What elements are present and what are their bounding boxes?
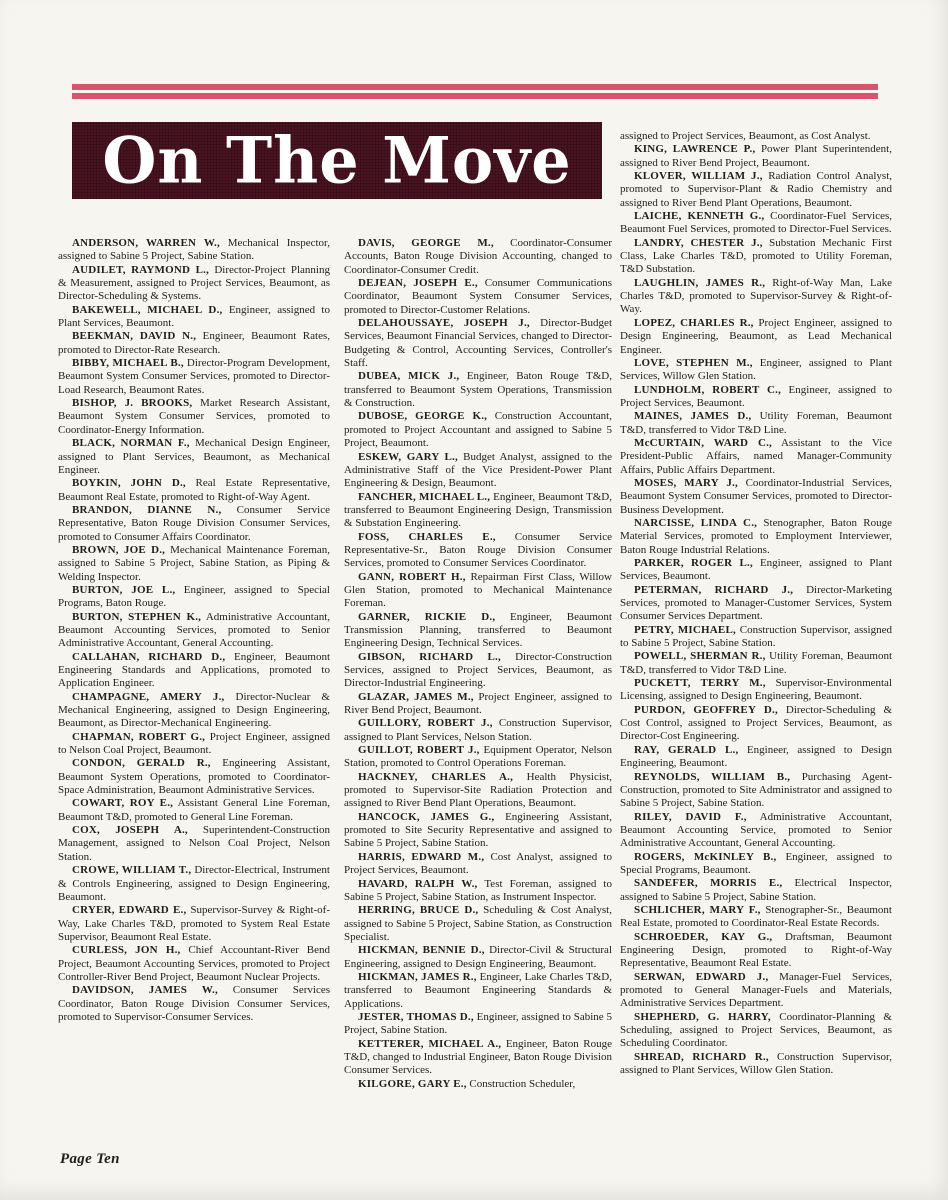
entry <box>620 237 892 277</box>
entry-name: LAUGHLIN, JAMES R., <box>634 276 766 289</box>
entry <box>344 878 612 905</box>
entry-text: Construction Accountant, promoted to Project Accountant and assigned to Sabine 5 Project, Beaumont. <box>344 410 612 450</box>
entry-name: McCURTAIN, WARD C., <box>634 436 772 449</box>
column-2 <box>344 237 612 1091</box>
entry <box>344 944 612 971</box>
entry-name: PURDON, GEOFFREY D., <box>634 703 778 716</box>
entry <box>58 797 330 824</box>
entry <box>58 757 330 797</box>
entry-text: Director-Program Development, Beaumont System Consumer Services, promoted to Director-Load Research, Beaumont Rates. <box>58 357 331 396</box>
entry-name: BURTON, STEPHEN K., <box>72 610 202 623</box>
entry <box>344 904 612 944</box>
entry-name: COX, JOSEPH A., <box>72 824 188 837</box>
entry-text: Substation Mechanic First Class, Lake Charles T&D, promoted to Utility Foreman, T&D Substation. <box>620 236 892 276</box>
entry <box>344 1038 612 1078</box>
entry-text: Engineering Assistant, promoted to Site Security Representative and assigned to Sabine 5 Project, Sabine Station. <box>344 810 612 850</box>
entry-name: DELAHOUSSAYE, JOSEPH J., <box>358 317 530 330</box>
entry-name: CHAPMAN, ROBERT G., <box>72 730 206 743</box>
entry-name: HAVARD, RALPH W., <box>358 877 478 890</box>
entry-text: Stenographer, Baton Rouge Material Services, promoted to Employment Interviewer, Baton Rouge Industrial Relations. <box>620 516 893 556</box>
entry-name: LOPEZ, CHARLES R., <box>634 316 754 329</box>
entry-text: Coordinator-Fuel Services, Beaumont Fuel Services, promoted to Director-Fuel Services. <box>620 210 892 236</box>
entry-text: Scheduling & Cost Analyst, assigned to Sabine 5 Project, Sabine Station, as Construction Specialist. <box>344 904 612 943</box>
entry <box>620 704 892 744</box>
entry <box>58 904 330 944</box>
entry <box>58 357 330 397</box>
entry-text: Health Physicist, promoted to Supervisor-Site Radiation Protection and assigned to River Bend Plant Operations, Beaumont. <box>344 770 612 810</box>
entry <box>344 1078 612 1091</box>
entry-name: DEJEAN, JOSEPH E., <box>358 277 478 290</box>
entry-text: Purchasing Agent-Construction, promoted to Site Administrator and assigned to Sabine 5 Project, Sabine Station. <box>620 770 892 810</box>
entry <box>620 517 892 557</box>
entry-name: RAY, GERALD L., <box>634 743 739 756</box>
entry <box>620 437 892 477</box>
entry-text: Engineer, assigned to Plant Services, Willow Glen Station. <box>620 356 892 383</box>
entry-name: KILGORE, GARY E., <box>358 1077 467 1090</box>
entry-name: FANCHER, MICHAEL L., <box>358 490 491 503</box>
entry <box>58 984 330 1024</box>
entry-name: KETTERER, MICHAEL A., <box>358 1037 502 1050</box>
entry <box>344 717 612 744</box>
top-double-rule <box>72 84 878 99</box>
entry-text: Engineer, Beaumont Transmission Planning, transferred to Beaumont Engineering Design, Technical Services. <box>344 610 612 650</box>
entry-name: CALLAHAN, RICHARD D., <box>72 650 226 663</box>
entry-text: Engineer, Lake Charles T&D, transferred to Beaumont Engineering Standards & Applications. <box>344 970 612 1010</box>
entry-name: BRANDON, DIANNE N., <box>72 503 222 516</box>
entry <box>58 944 330 984</box>
entry <box>344 691 612 718</box>
entry-text: Director-Budget Services, Beaumont Financial Services, changed to Director-Budgeting & Control, Accounting Services, Controller's Staff. <box>344 317 612 370</box>
entry-text: Coordinator-Planning & Scheduling, assigned to Project Services, Beaumont, as Scheduling Coordinator. <box>620 1010 892 1050</box>
entry-name: DUBOSE, GEORGE K., <box>358 410 488 423</box>
entry-text: Engineer, Beaumont T&D, transferred to Beaumont Engineering Design, Transmission & Substation Engineering. <box>344 490 612 530</box>
entry-text: Engineer, assigned to Plant Services, Beaumont. <box>620 557 892 583</box>
entry-text: Project Engineer, assigned to Nelson Coal Project, Beaumont. <box>58 730 330 757</box>
entry-name: BEEKMAN, DAVID N., <box>72 330 197 343</box>
entry-text: Construction Supervisor, assigned to Plant Services, Willow Glen Station. <box>620 1050 892 1077</box>
entry-name: SCHLICHER, MARY F., <box>634 903 761 916</box>
masthead-banner <box>72 122 602 199</box>
entry-text: Consumer Services Coordinator, Baton Rouge Division Consumer Services, promoted to Supervisor-Consumer Services. <box>58 984 330 1023</box>
entry-text: Engineer, Beaumont Rates, promoted to Director-Rate Research. <box>58 330 330 356</box>
entry-text: Coordinator-Industrial Services, Beaumont System Consumer Services, promoted to Director-Business Development. <box>620 476 892 516</box>
entry-text: Consumer Communications Coordinator, Beaumont System Consumer Services, promoted to Director-Customer Relations. <box>344 277 612 316</box>
entry <box>620 1011 892 1051</box>
entry-name: LOVE, STEPHEN M., <box>634 356 753 369</box>
entry-text: Director-Construction Services, assigned to Project Services, Beaumont, as Director-Industrial Engineering. <box>344 650 612 690</box>
entry-name: COWART, ROY E., <box>72 797 174 810</box>
entry <box>58 611 330 651</box>
entry-name: CHAMPAGNE, AMERY J., <box>72 690 225 703</box>
entry-text: Utility Foreman, Beaumont T&D, transferred to Vidor T&D Line. <box>620 650 892 676</box>
entry-text: Engineer, assigned to Sabine 5 Project, Sabine Station. <box>344 1010 613 1037</box>
entry-name: SHREAD, RICHARD R., <box>634 1050 769 1063</box>
entry <box>344 571 612 611</box>
entry-text: Project Engineer, assigned to Design Engineering, Beaumont, as Lead Mechanical Engineer. <box>620 316 892 356</box>
entry-text: Test Foreman, assigned to Sabine 5 Project, Sabine Station, as Instrument Inspector. <box>344 877 612 903</box>
entry-text: Construction Supervisor, assigned to Plant Services, Nelson Station. <box>344 717 612 743</box>
entry-text: Administrative Accountant, Beaumont Accounting Services, promoted to Senior Administrative Accountant, General Accounting. <box>58 610 331 650</box>
entry <box>58 824 330 864</box>
entry <box>620 1051 892 1078</box>
entry-name: BISHOP, J. BROOKS, <box>72 397 193 410</box>
entry-name: PARKER, ROGER L., <box>634 557 753 569</box>
entry-text: Engineer, Baton Rouge T&D, changed to Industrial Engineer, Baton Rouge Division Consumer Services. <box>344 1037 612 1077</box>
entry-name: LUNDHOLM, ROBERT C., <box>634 383 782 396</box>
entry <box>344 1011 612 1038</box>
entry-text: Construction Scheduler, <box>466 1077 576 1090</box>
entry-text: Engineer, assigned to Special Programs, Beaumont. <box>620 850 893 876</box>
entry-text: Engineer, Baton Rouge T&D, transferred to Beaumont System Operations, Transmission & Construction. <box>344 370 613 410</box>
entry-text: Engineer, Beaumont Engineering Standards and Applications, promoted to Application Engineer. <box>58 650 330 690</box>
page-title: On The Move <box>102 123 572 198</box>
page-number: Page Ten <box>60 1151 120 1167</box>
entry <box>58 477 330 504</box>
entry-name: GARNER, RICKIE D., <box>358 610 496 623</box>
entry-name: NARCISSE, LINDA C., <box>634 516 758 529</box>
entry-text: Engineer, assigned to Project Services, Beaumont. <box>620 383 892 409</box>
entry-name: RILEY, DAVID F., <box>634 810 747 823</box>
entry-name: MOSES, MARY J., <box>634 476 738 489</box>
entry <box>344 237 612 277</box>
entry-name: BROWN, JOE D., <box>72 543 166 556</box>
column-1 <box>58 237 330 1024</box>
entry-text: Supervisor-Survey & Right-of-Way, Lake Charles T&D, promoted to System Real Estate Supervisor, Beaumont Real Estate. <box>58 904 331 943</box>
entry-name: SANDEFER, MORRIS E., <box>634 877 783 890</box>
entry-name: BAKEWELL, MICHAEL D., <box>72 303 223 316</box>
entry-text: Mechanical Maintenance Foreman, assigned to Sabine 5 Project, Sabine Station, as Piping & Welding Inspector. <box>58 543 331 583</box>
entry-text: Director-Marketing Services, promoted to Manager-Customer Services, System Consumer Services Department. <box>620 583 892 623</box>
entry-name: KLOVER, WILLIAM J., <box>634 170 763 183</box>
entry-text: Director-Electrical, Instrument & Controls Engineering, assigned to Design Engineering, Beaumont. <box>58 864 330 903</box>
entry-name: KING, LAWRENCE P., <box>634 143 756 156</box>
entry-name: REYNOLDS, WILLIAM B., <box>634 770 791 783</box>
entry-text: Director-Nuclear & Mechanical Engineering, assigned to Design Engineering, Beaumont, as Director-Mechanical Engineering. <box>58 690 330 730</box>
entry-text: Engineer, assigned to Plant Services, Beaumont. <box>58 303 330 330</box>
entry <box>344 277 612 317</box>
entry <box>620 624 892 651</box>
entry <box>58 731 330 758</box>
entry-continuation: assigned to Project Services, Beaumont, as Cost Analyst. <box>620 130 871 142</box>
entry <box>58 437 330 477</box>
entry-name: ESKEW, GARY L., <box>358 450 458 463</box>
entry <box>58 544 330 584</box>
entry-name: DAVIDSON, JAMES W., <box>72 984 218 997</box>
entry-name: POWELL, SHERMAN R., <box>634 650 766 663</box>
entry-text: Mechanical Inspector, assigned to Sabine 5 Project, Sabine Station. <box>58 237 331 263</box>
entry <box>58 237 330 264</box>
entry-name: HICKMAN, JAMES R., <box>358 970 477 983</box>
entry-text: Director-Scheduling & Cost Control, assigned to Project Services, Beaumont, as Director-Cost Engineering. <box>620 703 892 743</box>
entry <box>58 397 330 437</box>
entry-text: Mechanical Design Engineer, assigned to Plant Services, Beaumont, as Mechanical Engineer. <box>58 437 330 476</box>
entry-text: Utility Foreman, Beaumont T&D, transferred to Vidor T&D Line. <box>620 410 892 436</box>
entry <box>344 744 612 771</box>
entry-name: FOSS, CHARLES E., <box>358 530 496 543</box>
entry <box>344 410 612 450</box>
entry-text: Right-of-Way Man, Lake Charles T&D, promoted to Supervisor-Survey & Right-of-Way. <box>620 276 892 316</box>
entry-text: Budget Analyst, assigned to the Administrative Staff of the Vice President-Power Plant Engineering & Design, Beaumont. <box>344 450 612 490</box>
entry <box>344 971 612 1011</box>
entry-text: Supervisor-Environmental Licensing, assigned to Design Engineering, Beaumont. <box>620 677 892 703</box>
entry-name: SHEPHERD, G. HARRY, <box>634 1010 771 1023</box>
entry <box>344 611 612 651</box>
entry-text: Repairman First Class, Willow Glen Station, promoted to Mechanical Maintenance Foreman. <box>344 570 612 610</box>
entry-name: GUILLOT, ROBERT J., <box>358 744 480 757</box>
entry <box>344 771 612 811</box>
entry-text: Power Plant Superintendent, assigned to River Bend Project, Beaumont. <box>620 143 892 169</box>
entry-text: Consumer Service Representative-Sr., Baton Rouge Division Consumer Services, promoted to Consumer Services Coordinator. <box>344 530 612 570</box>
entry-text: Electrical Inspector, assigned to Sabine 5 Project, Sabine Station. <box>620 877 892 903</box>
entry <box>344 370 612 410</box>
entry <box>344 317 612 370</box>
entry-text: Construction Supervisor, assigned to Sabine 5 Project, Sabine Station. <box>620 623 892 650</box>
entry-name: GLAZAR, JAMES M., <box>358 690 474 703</box>
entry-text: Equipment Operator, Nelson Station, promoted to Control Operations Foreman. <box>344 744 612 770</box>
entry-name: SERWAN, EDWARD J., <box>634 970 769 983</box>
entry-text: Superintendent-Construction Management, assigned to Nelson Coal Project, Nelson Station. <box>58 824 330 863</box>
entry <box>620 477 892 517</box>
entry-name: GUILLORY, ROBERT J., <box>358 717 493 730</box>
entry <box>58 330 330 357</box>
entry <box>620 143 892 170</box>
entry-text: Real Estate Representative, Beaumont Real Estate, promoted to Right-of-Way Agent. <box>58 477 330 503</box>
entry <box>344 531 612 571</box>
entry-name: AUDILET, RAYMOND L., <box>72 263 210 276</box>
entry-name: BLACK, NORMAN F., <box>72 437 190 450</box>
entry-text: Market Research Assistant, Beaumont System Consumer Services, promoted to Coordinator-Energy Information. <box>58 397 330 436</box>
entry <box>620 170 892 210</box>
entry-name: LANDRY, CHESTER J., <box>634 236 763 249</box>
entry <box>58 504 330 544</box>
entry <box>344 491 612 531</box>
entry-text: Engineer, assigned to Special Programs, Baton Rouge. <box>58 583 330 610</box>
entry-name: CRYER, EDWARD E., <box>72 904 187 917</box>
entry <box>620 877 892 904</box>
entry-name: CROWE, WILLIAM T., <box>72 864 192 877</box>
entry-name: CURLESS, JON H., <box>72 944 181 957</box>
entry-name: PUCKETT, TERRY M., <box>634 677 766 690</box>
entry <box>620 811 892 851</box>
entry <box>58 264 330 304</box>
entry-name: GANN, ROBERT H., <box>358 570 466 583</box>
rule-line <box>72 93 878 99</box>
entry-name: HICKMAN, BENNIE D., <box>358 944 485 957</box>
entry-name: HANCOCK, JAMES G., <box>358 810 495 823</box>
entry <box>620 277 892 317</box>
entry-text: Assistant to the Vice President-Public Affairs, named Manager-Community Affairs, Public Affairs Department. <box>620 436 892 476</box>
entry <box>58 691 330 731</box>
entry-name: PETRY, MICHAEL, <box>634 623 736 636</box>
entry <box>620 851 892 878</box>
entry-text: Radiation Control Analyst, promoted to Supervisor-Plant & Radio Chemistry and assigned to River Bend Plant Operations, Beaumont. <box>620 170 892 209</box>
entry <box>620 210 892 237</box>
entry <box>620 357 892 384</box>
entry-text: Draftsman, Beaumont Engineering Design, promoted to Right-of-Way Representative, Beaumont Real Estate. <box>620 930 892 970</box>
entry <box>620 904 892 931</box>
entry-name: HACKNEY, CHARLES A., <box>358 770 514 783</box>
entry-name: BURTON, JOE L., <box>72 583 176 596</box>
entry <box>620 384 892 411</box>
entry-text: Chief Accountant-River Bend Project, Beaumont Accounting Services, promoted to Project Controller-River Bend Project, Beaumont Nuclear Projects. <box>58 944 331 983</box>
entry-text: Project Engineer, assigned to River Bend Project, Beaumont. <box>344 690 613 717</box>
rule-line <box>72 84 878 90</box>
entry-text: Stenographer-Sr., Beaumont Real Estate, promoted to Coordinator-Real Estate Records. <box>620 903 892 930</box>
entry-text: Director-Project Planning & Measurement, assigned to Project Services, Beaumont, as Director-Scheduling & Systems. <box>58 263 330 303</box>
entry <box>620 650 892 677</box>
entry <box>620 317 892 357</box>
entry <box>620 410 892 437</box>
entry <box>620 557 892 584</box>
entry-text: Engineering Assistant, Beaumont System Operations, promoted to Coordinator-Space Administration, Beaumont Administrative Services. <box>58 757 330 797</box>
entry <box>58 584 330 611</box>
entry <box>58 651 330 691</box>
entry <box>58 304 330 331</box>
entry-name: BOYKIN, JOHN D., <box>72 477 186 490</box>
entry-name: HERRING, BRUCE D., <box>358 904 479 917</box>
entry-name: HARRIS, EDWARD M., <box>358 850 485 863</box>
entry-text: Engineer, assigned to Design Engineering, Beaumont. <box>620 743 892 770</box>
entry-text: Manager-Fuel Services, promoted to General Manager-Fuels and Materials, Administrative Services Department. <box>620 970 892 1010</box>
entry-text: Director-Civil & Structural Engineering, assigned to Design Engineering, Beaumont. <box>344 944 612 970</box>
entry-text: Administrative Accountant, Beaumont Accounting Service, promoted to Senior Administrative Accountant, General Accounting. <box>620 810 892 850</box>
entry <box>620 677 892 704</box>
column-3-entries <box>620 143 892 1077</box>
entry-name: BIBBY, MICHAEL B., <box>72 357 184 370</box>
entry-name: DAVIS, GEORGE M., <box>358 237 494 249</box>
entry <box>620 584 892 624</box>
entry <box>620 971 892 1011</box>
entry-text: Cost Analyst, assigned to Project Services, Beaumont. <box>344 850 612 877</box>
entry <box>620 931 892 971</box>
entry-name: MAINES, JAMES D., <box>634 410 752 423</box>
entry <box>344 651 612 691</box>
entry-text: Consumer Service Representative, Baton Rouge Division Consumer Services, promoted to Consumer Affairs Coordinator. <box>58 503 331 543</box>
entry-name: PETERMAN, RICHARD J., <box>634 583 794 596</box>
column-3 <box>620 130 892 1077</box>
entry <box>620 744 892 771</box>
entry-name: CONDON, GERALD R., <box>72 757 211 770</box>
entry-name: ROGERS, McKINLEY B., <box>634 850 777 863</box>
entry-name: GIBSON, RICHARD L., <box>358 650 501 663</box>
entry <box>344 851 612 878</box>
entry-name: JESTER, THOMAS D., <box>358 1010 474 1023</box>
entry-name: LAICHE, KENNETH G., <box>634 210 765 223</box>
entry-name: ANDERSON, WARREN W., <box>72 237 220 249</box>
entry <box>344 451 612 491</box>
entry <box>620 771 892 811</box>
entry-text: Assistant General Line Foreman, Beaumont T&D, promoted to General Line Foreman. <box>58 797 330 823</box>
entry <box>58 864 330 904</box>
entry <box>344 811 612 851</box>
entry-name: DUBEA, MICK J., <box>358 370 460 383</box>
entry-text: Coordinator-Consumer Accounts, Baton Rouge Division Accounting, changed to Coordinator-Consumer Credit. <box>344 237 612 276</box>
entry-name: SCHROEDER, KAY G., <box>634 930 773 943</box>
